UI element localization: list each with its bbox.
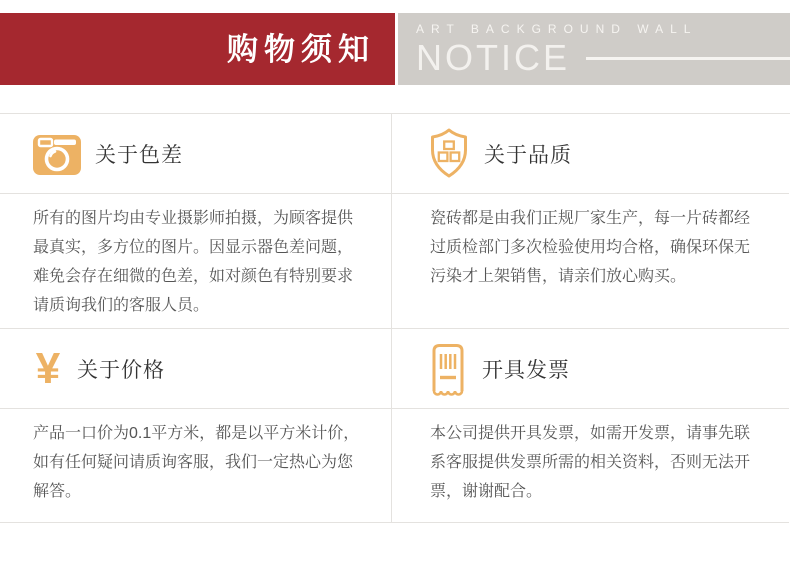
notice-grid	[0, 113, 790, 523]
section-header-invoice	[391, 329, 789, 409]
section-text: 本公司提供开具发票，如需开发票，请事先联系客服提供发票所需的相关资料，否则无法开票，谢谢配合。	[430, 425, 751, 500]
header-notice: NOTICE	[416, 37, 571, 78]
section-title: 关于价格	[77, 358, 165, 382]
section-text: 所有的图片均由专业摄影师拍摄，为顾客提供最真实，多方位的图片。因显示器色差问题，难免会存在细微的色差，如对颜色有特别要求请质询我们的客服人员。	[33, 210, 354, 314]
section-body-color-difference	[0, 194, 391, 329]
section-text: 产品一口价为0.1平方米，都是以平方米计价，如有任何疑问请质询客服，我们一定热心为您解答。	[33, 425, 360, 500]
section-header-price	[0, 329, 391, 409]
banner-title-block	[0, 13, 395, 85]
header-subtitle: ART BACKGROUND WALL	[416, 22, 698, 36]
section-header-color-difference	[0, 114, 391, 194]
section-body-quality	[391, 194, 789, 329]
section-header-quality	[391, 114, 789, 194]
banner-subtitle-block	[398, 13, 790, 85]
header-notice-row	[416, 38, 790, 78]
section-body-price	[0, 409, 391, 523]
decorative-rule	[586, 57, 790, 60]
quality-shield-icon	[428, 127, 470, 181]
camera-icon	[33, 130, 81, 178]
invoice-receipt-icon	[428, 341, 468, 397]
section-body-invoice	[391, 409, 789, 523]
section-title: 开具发票	[482, 358, 570, 382]
header-banner	[0, 13, 790, 85]
yuan-icon: ¥	[35, 343, 61, 393]
section-title: 关于色差	[95, 143, 183, 167]
section-title: 关于品质	[484, 143, 572, 167]
section-text: 瓷砖都是由我们正规厂家生产，每一片砖都经过质检部门多次检验使用均合格，确保环保无污染才上架销售，请亲们放心购买。	[430, 210, 751, 285]
page-title: 购物须知	[227, 31, 375, 67]
